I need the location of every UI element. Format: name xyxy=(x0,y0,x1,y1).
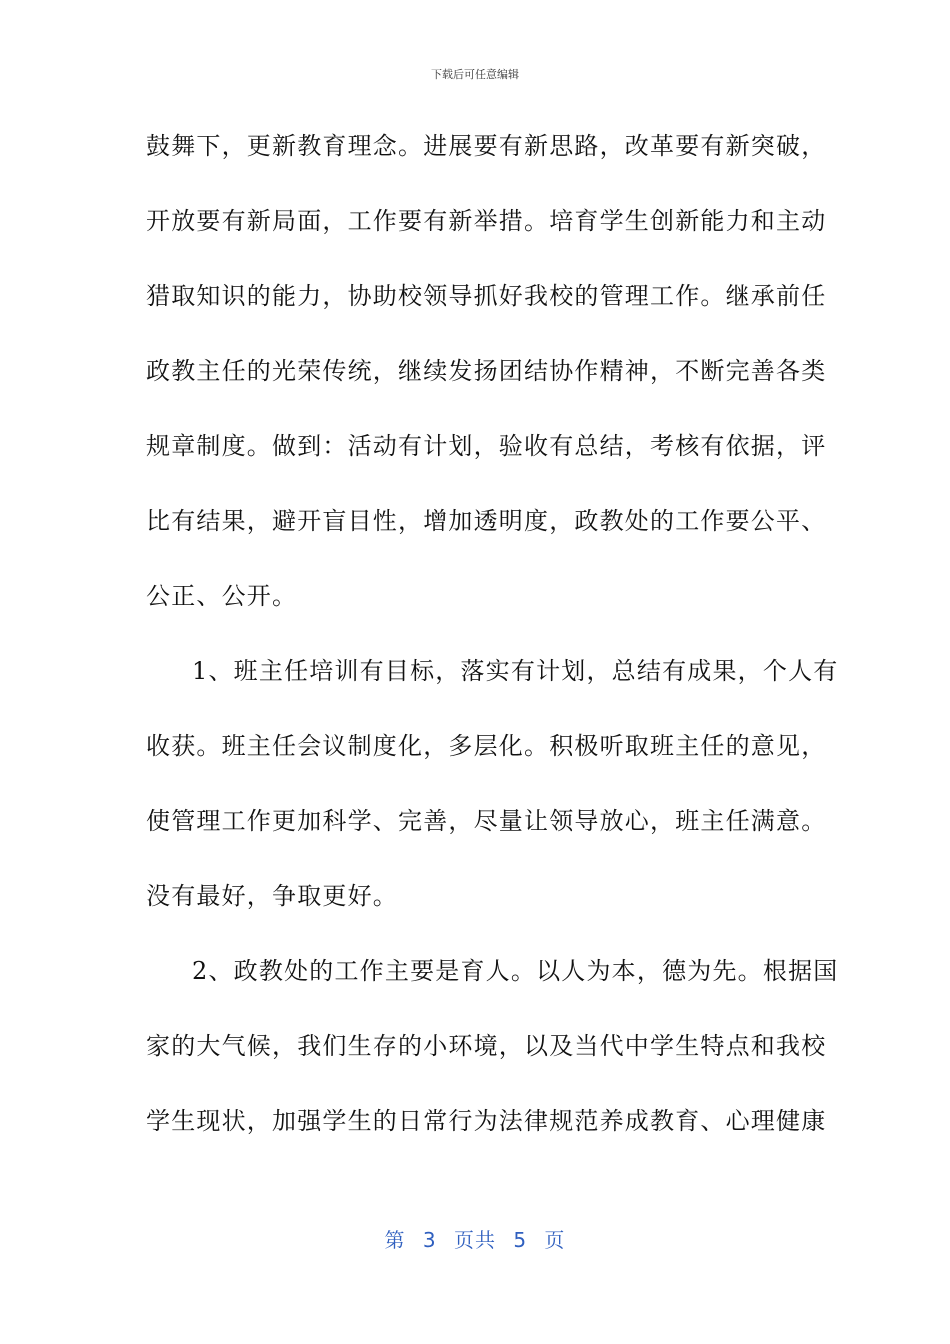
text-line: 公正、公开。 xyxy=(146,582,298,610)
paragraph-start-line: 2、政教处的工作主要是育人。以人为本，德为先。根据国 xyxy=(192,957,839,985)
text-line: 收获。班主任会议制度化，多层化。积极听取班主任的意见， xyxy=(146,732,827,760)
text-line: 没有最好，争取更好。 xyxy=(146,882,398,910)
text-line: 家的大气候，我们生存的小环境，以及当代中学生特点和我校 xyxy=(146,1032,827,1060)
header-note: 下载后可任意编辑 xyxy=(431,68,519,81)
page-number-footer: 第 3 页共 5 页 xyxy=(384,1228,566,1252)
text-line: 开放要有新局面，工作要有新举措。培育学生创新能力和主动 xyxy=(146,207,827,235)
text-line: 学生现状，加强学生的日常行为法律规范养成教育、心理健康 xyxy=(146,1107,827,1135)
text-line: 鼓舞下，更新教育理念。进展要有新思路，改革要有新突破， xyxy=(146,132,827,160)
paragraph-start-line: 1、班主任培训有目标，落实有计划，总结有成果，个人有 xyxy=(192,657,839,685)
document-body xyxy=(146,118,839,1168)
text-line: 比有结果，避开盲目性，增加透明度，政教处的工作要公平、 xyxy=(146,507,827,535)
text-line: 政教主任的光荣传统，继续发扬团结协作精神，不断完善各类 xyxy=(146,357,827,385)
text-line: 使管理工作更加科学、完善，尽量让领导放心，班主任满意。 xyxy=(146,807,827,835)
text-line: 猎取知识的能力，协助校领导抓好我校的管理工作。继承前任 xyxy=(146,282,827,310)
text-line: 规章制度。做到：活动有计划，验收有总结，考核有依据，评 xyxy=(146,432,827,460)
